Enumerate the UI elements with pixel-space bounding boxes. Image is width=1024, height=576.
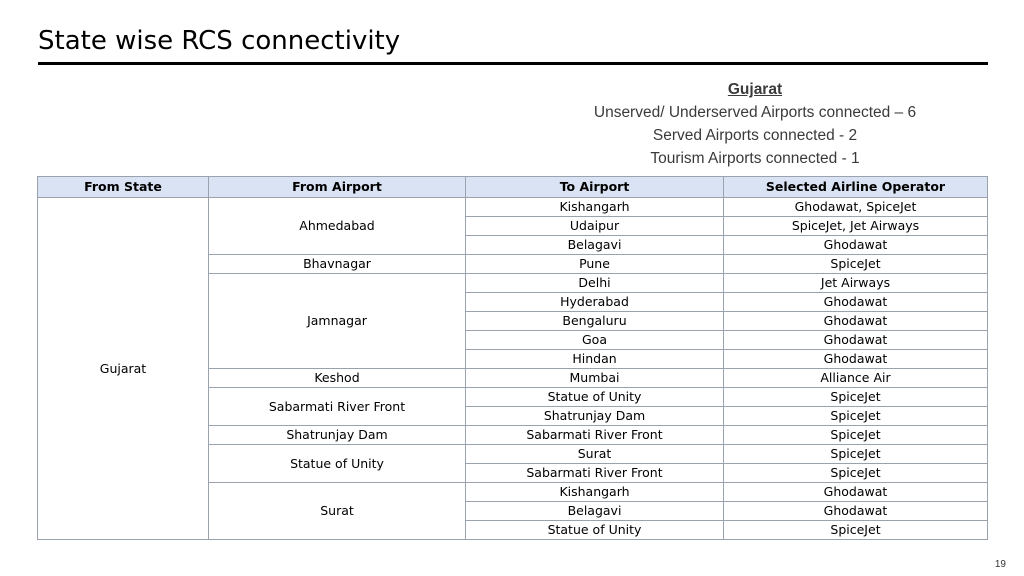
to-airport-cell: Statue of Unity (466, 521, 724, 540)
airline-operator-cell: SpiceJet (724, 407, 988, 426)
to-airport-cell: Mumbai (466, 369, 724, 388)
to-airport-cell: Shatrunjay Dam (466, 407, 724, 426)
airline-operator-cell: Ghodawat (724, 483, 988, 502)
to-airport-cell: Kishangarh (466, 483, 724, 502)
summary-unserved: Unserved/ Underserved Airports connected – 6 (593, 104, 917, 121)
summary-tourism: Tourism Airports connected - 1 (650, 150, 860, 167)
airline-operator-cell: Jet Airways (724, 274, 988, 293)
to-airport-cell: Sabarmati River Front (466, 426, 724, 445)
from-airport-cell: Sabarmati River Front (209, 388, 466, 426)
airline-operator-cell: Ghodawat (724, 331, 988, 350)
summary-state-name: Gujarat (727, 81, 783, 98)
to-airport-cell: Belagavi (466, 502, 724, 521)
airline-operator-cell: Ghodawat (724, 312, 988, 331)
to-airport-cell: Hindan (466, 350, 724, 369)
airline-operator-cell: SpiceJet (724, 464, 988, 483)
page-title: State wise RCS connectivity (38, 26, 401, 56)
page-number: 19 (994, 559, 1006, 570)
header-from-airport: From Airport (209, 177, 466, 198)
from-airport-cell: Keshod (209, 369, 466, 388)
to-airport-cell: Goa (466, 331, 724, 350)
airline-operator-cell: Ghodawat, SpiceJet (724, 198, 988, 217)
to-airport-cell: Statue of Unity (466, 388, 724, 407)
connectivity-table (37, 176, 988, 540)
airline-operator-cell: SpiceJet (724, 426, 988, 445)
airline-operator-cell: SpiceJet (724, 445, 988, 464)
table-row (38, 198, 988, 217)
to-airport-cell: Udaipur (466, 217, 724, 236)
from-airport-cell: Statue of Unity (209, 445, 466, 483)
summary-served: Served Airports connected - 2 (652, 127, 858, 144)
from-airport-cell: Shatrunjay Dam (209, 426, 466, 445)
from-airport-cell: Ahmedabad (209, 198, 466, 255)
airline-operator-cell: SpiceJet (724, 521, 988, 540)
to-airport-cell: Kishangarh (466, 198, 724, 217)
to-airport-cell: Hyderabad (466, 293, 724, 312)
to-airport-cell: Bengaluru (466, 312, 724, 331)
to-airport-cell: Belagavi (466, 236, 724, 255)
airline-operator-cell: Ghodawat (724, 236, 988, 255)
title-divider (38, 62, 988, 65)
from-airport-cell: Jamnagar (209, 274, 466, 369)
from-airport-cell: Surat (209, 483, 466, 540)
header-from-state: From State (38, 177, 209, 198)
table-body (38, 198, 988, 540)
to-airport-cell: Pune (466, 255, 724, 274)
airline-operator-cell: Ghodawat (724, 350, 988, 369)
airline-operator-cell: Ghodawat (724, 502, 988, 521)
state-summary (540, 78, 970, 170)
from-state-cell: Gujarat (38, 198, 209, 540)
table-header-row (38, 177, 988, 198)
airline-operator-cell: Alliance Air (724, 369, 988, 388)
airline-operator-cell: SpiceJet (724, 255, 988, 274)
airline-operator-cell: SpiceJet (724, 388, 988, 407)
header-to-airport: To Airport (466, 177, 724, 198)
airline-operator-cell: SpiceJet, Jet Airways (724, 217, 988, 236)
header-airline-operator: Selected Airline Operator (724, 177, 988, 198)
to-airport-cell: Sabarmati River Front (466, 464, 724, 483)
from-airport-cell: Bhavnagar (209, 255, 466, 274)
to-airport-cell: Delhi (466, 274, 724, 293)
to-airport-cell: Surat (466, 445, 724, 464)
airline-operator-cell: Ghodawat (724, 293, 988, 312)
